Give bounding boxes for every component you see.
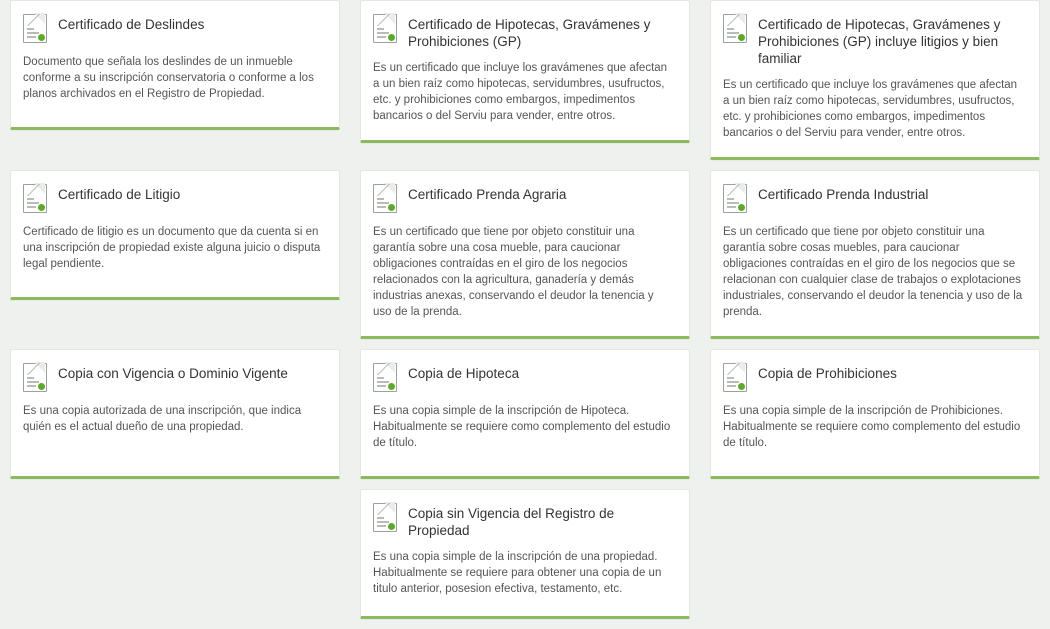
grid-cell [350, 489, 700, 629]
grid-cell [350, 0, 700, 170]
card-description: Es una copia autorizada de una inscripción, que indica quién es el actual dueño de una propiedad. [23, 405, 302, 433]
document-card-copia-sin-vigencia[interactable] [360, 489, 690, 619]
document-icon [373, 503, 399, 533]
card-header [373, 183, 675, 214]
document-card-litigio[interactable] [10, 170, 340, 300]
document-icon [723, 363, 749, 393]
document-icon [23, 363, 49, 393]
card-header [723, 362, 1025, 393]
document-card-gp[interactable] [360, 0, 690, 143]
card-description: Documento que señala los deslindes de un inmueble conforme a su inscripción conservatoria o conforme a los planos archivados en el Registro de Propiedad. [23, 56, 314, 100]
card-description: Es una copia simple de la inscripción de Prohibiciones. Habitualmente se requiere como complemento del estudio de título. [723, 405, 1021, 449]
card-title: Copia de Prohibiciones [758, 366, 897, 381]
card-header [373, 13, 675, 50]
document-icon [723, 14, 749, 44]
card-description: Es una copia simple de la inscripción de Hipoteca. Habitualmente se requiere como complemento del estudio de título. [373, 405, 671, 449]
card-description: Es un certificado que incluye los gravámenes que afectan a un bien raíz como hipotecas, servidumbres, usufructos, etc. y prohibiciones como embargos, impedimentos bancarios o del Serviu para vender, entre otros. [373, 62, 668, 122]
document-card-deslindes[interactable] [10, 0, 340, 130]
document-card-prenda-agraria[interactable] [360, 170, 690, 339]
document-icon [373, 14, 399, 44]
card-title: Copia con Vigencia o Dominio Vigente [58, 366, 288, 381]
grid-cell [0, 349, 350, 489]
document-card-copia-vigencia[interactable] [10, 349, 340, 479]
card-description: Es un certificado que tiene por objeto constituir una garantía sobre cosas muebles, para caucionar obligaciones contraídas en el giro de los negocios que se relacionan con cualquier clase de trabajos o explotaciones industriales, conservando el deudor la tenencia y uso de la prenda. [723, 226, 1023, 318]
card-description: Es un certificado que incluye los gravámenes que afectan a un bien raíz como hipotecas, servidumbres, usufructos, etc. y prohibiciones como embargos, impedimentos bancarios o del Serviu para vender, entre otros. [723, 79, 1018, 139]
card-title: Certificado de Litigio [58, 187, 181, 202]
card-title: Certificado de Hipotecas, Gravámenes y Prohibiciones (GP) incluye litigios y bien familiar [758, 17, 1001, 66]
document-icon [373, 363, 399, 393]
grid-cell-empty [0, 489, 350, 629]
document-icon [23, 14, 49, 44]
document-card-prenda-industrial[interactable] [710, 170, 1040, 339]
document-card-copia-hipoteca[interactable] [360, 349, 690, 479]
card-title: Certificado de Deslindes [58, 17, 205, 32]
card-description: Es una copia simple de la inscripción de una propiedad. Habitualmente se requiere para obtener una copia de un titulo anterior, posesion efectiva, testamento, etc. [373, 551, 662, 595]
card-title: Certificado de Hipotecas, Gravámenes y Prohibiciones (GP) [408, 17, 651, 49]
card-header [23, 183, 325, 214]
document-icon [373, 184, 399, 214]
grid-cell [350, 349, 700, 489]
grid-cell [350, 170, 700, 349]
document-icon [23, 184, 49, 214]
grid-cell [0, 0, 350, 170]
grid-cell [0, 170, 350, 349]
card-description: Certificado de litigio es un documento que da cuenta si en una inscripción de propiedad existe alguna juicio o disputa legal pendiente. [23, 226, 321, 270]
card-header [373, 502, 675, 539]
grid-cell [700, 349, 1050, 489]
grid-cell [700, 0, 1050, 170]
card-title: Certificado Prenda Agraria [408, 187, 567, 202]
card-title: Copia de Hipoteca [408, 366, 520, 381]
card-title: Certificado Prenda Industrial [758, 187, 929, 202]
grid-cell [700, 170, 1050, 349]
card-header [723, 13, 1025, 67]
card-header [723, 183, 1025, 214]
document-card-copia-prohibiciones[interactable] [710, 349, 1040, 479]
card-header [373, 362, 675, 393]
card-description: Es un certificado que tiene por objeto constituir una garantía sobre una cosa mueble, para caucionar obligaciones contraídas en el giro de los negocios relacionados con la agricultura, ganadería y demás industrias anexas, conservando el deudor la tenencia y uso de la prenda. [373, 226, 654, 318]
document-icon [723, 184, 749, 214]
document-card-gp-litigios[interactable] [710, 0, 1040, 160]
card-header [23, 13, 325, 44]
card-header [23, 362, 325, 393]
card-title: Copia sin Vigencia del Registro de Propiedad [408, 506, 615, 538]
